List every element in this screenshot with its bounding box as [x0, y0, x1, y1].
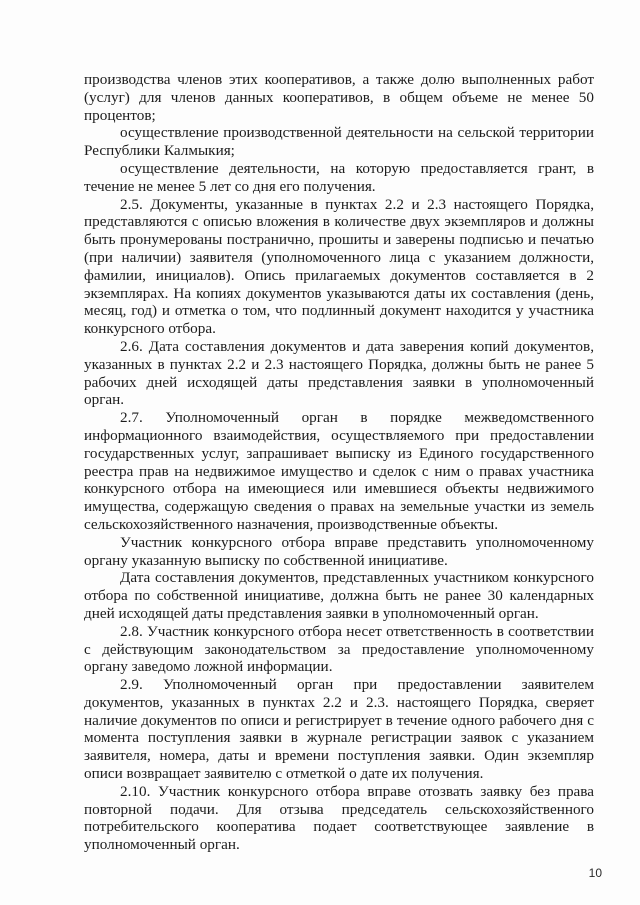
document-body: [84, 71, 594, 854]
paragraph-grant-activity: осуществление деятельности, на которую предоставляется грант, в течение не менее 5 лет со дня его получения.: [84, 159, 594, 195]
paragraph-document-date: Дата составления документов, представленных участником конкурсного отбора по собственной инициативе, должна быть не ранее 30 календарных дней исходящей даты представления заявки в уполномоченный орган.: [84, 569, 594, 622]
paragraph-2-6: 2.6. Дата составления документов и дата заверения копий документов, указанных в пунктах 2.2 и 2.3 настоящего Порядка, должны быть не ранее 5 рабочих дней исходящей даты представления заявки в уполномоченный орган.: [84, 337, 594, 409]
paragraph-continuation: производства членов этих кооперативов, а также долю выполненных работ (услуг) для членов данных кооперативов, в общем объеме не менее 50 процентов;: [84, 71, 594, 124]
paragraph-2-9: 2.9. Уполномоченный орган при предоставлении заявителем документов, указанных в пунктах 2.2 и 2.3. настоящего Порядка, сверяет наличие документов по описи и регистрирует в течение одного рабочего дня с момента поступления заявки в журнале регистрации заявок с указанием заявителя, номера, даты и времени поступления заявки. Один экземпляр описи возвращает заявителю с отметкой о дате их получения.: [84, 676, 594, 783]
paragraph-2-5: 2.5. Документы, указанные в пунктах 2.2 и 2.3 настоящего Порядка, представляются с описью вложения в количестве двух экземпляров и должны быть пронумерованы постранично, прошиты и заверены подписью и печатью (при наличии) заявителя (уполномоченного лица с указанием должности, фамилии, инициалов). Опись прилагаемых документов составляется в 2 экземплярах. На копиях документов указываются даты их составления (день, месяц, год) и отметка о том, что подлинный документ находится у участника конкурсного отбора.: [84, 195, 594, 338]
page-number: 10: [588, 866, 602, 880]
paragraph-2-7: 2.7. Уполномоченный орган в порядке межведомственного информационного взаимодействия, осуществляемого при предоставлении государственных услуг, запрашивает выписку из Единого государственного реестра прав на недвижимое имущество и сделок с ним о правах участника конкурсного отбора на имеющиеся или имевшиеся объекты недвижимого имущества, содержащую сведения о правах на земельные участки из земель сельскохозяйственного назначения, производственные объекты.: [84, 409, 594, 533]
paragraph-2-8: 2.8. Участник конкурсного отбора несет ответственность в соответствии с действующим законодательством за предоставление уполномоченному органу заведомо ложной информации.: [84, 622, 594, 676]
paragraph-extract-initiative: Участник конкурсного отбора вправе представить уполномоченному органу указанную выписку по собственной инициативе.: [84, 533, 594, 569]
paragraph-2-10: 2.10. Участник конкурсного отбора вправе отозвать заявку без права повторной подачи. Для отзыва председатель сельскохозяйственного потребительского кооператива подает соответствующее заявление в уполномоченный орган.: [84, 782, 594, 854]
paragraph-rural-territory: осуществление производственной деятельности на сельской территории Республики Калмыкия;: [84, 124, 594, 160]
